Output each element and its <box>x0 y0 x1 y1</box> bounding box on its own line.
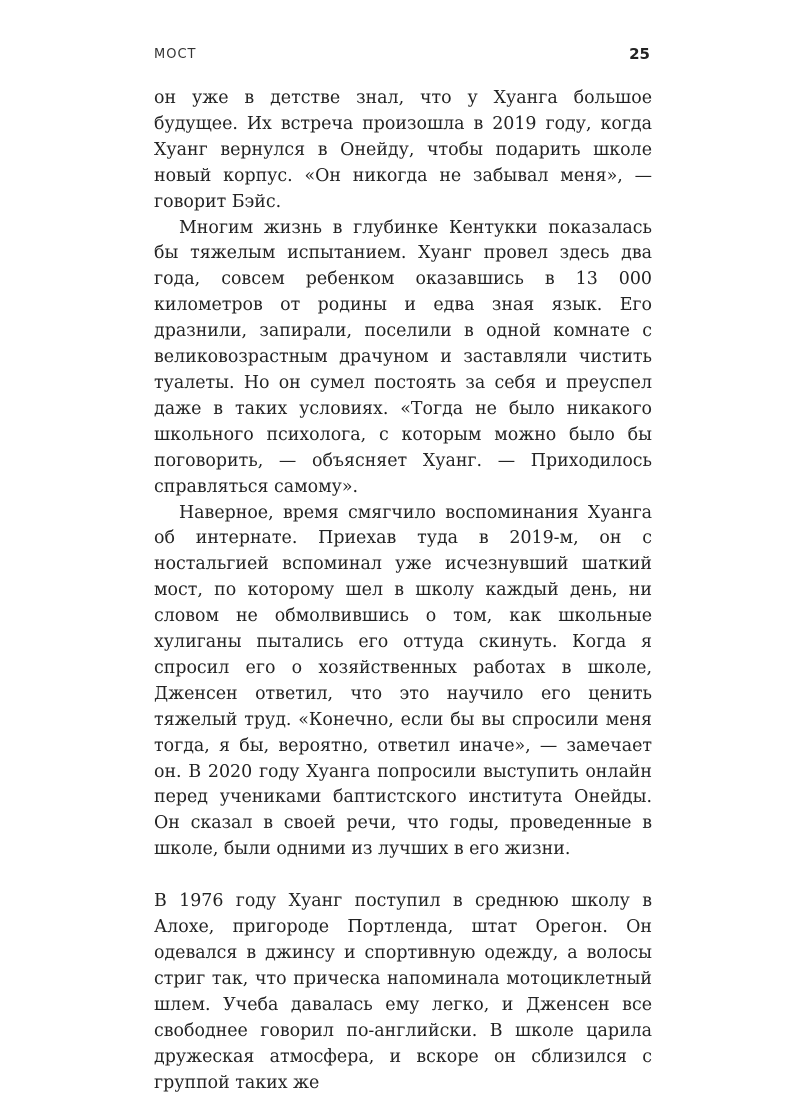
page-body <box>154 86 652 1096</box>
running-title: МОСТ <box>154 47 197 62</box>
paragraph: он уже в детстве знал, что у Хуанга большое будущее. Их встреча произошла в 2019 году, когда Хуанг вернулся в Онейду, чтобы подарить школе новый корпус. «Он никогда не забывал меня», — говорит Бэйс. <box>154 88 652 212</box>
paragraph: Многим жизнь в глубинке Кентукки показалась бы тяжелым испытанием. Хуанг провел здесь два года, совсем ребенком оказавшись в 13 000 километров от родины и едва зная язык. Его дразнили, запирали, поселили в одной комнате с великовозрастным драчуном и заставляли чистить туалеты. Но он сумел постоять за себя и преуспел даже в таких условиях. «Тогда не было никакого школьного психолога, с которым можно было бы поговорить, — объясняет Хуанг. — Приходилось справляться самому». <box>154 217 652 497</box>
page-number: 25 <box>629 45 650 63</box>
paragraph: Наверное, время смягчило воспоминания Хуанга об интернате. Приехав туда в 2019-м, он с ностальгией вспоминал уже исчезнувший шаткий мост, по которому шел в школу каждый день, ни словом не обмолвившись о том, как школьные хулиганы пытались его оттуда скинуть. Когда я спросил его о хозяйственных работах в школе, Дженсен ответил, что это научило его ценить тяжелый труд. «Конечно, если бы вы спросили меня тогда, я бы, вероятно, ответил иначе», — замечает он. В 2020 году Хуанга попросили выступить онлайн перед учениками баптистского института Онейды. Он сказал в своей речи, что годы, проведенные в школе, были одними из лучших в его жизни. <box>154 502 652 860</box>
paragraph: В 1976 году Хуанг поступил в среднюю школу в Алохе, пригороде Портленда, штат Орегон. Он одевался в джинсу и спортивную одежду, а волосы стриг так, что прическа напоминала мотоциклетный шлем. Учеба давалась ему легко, и Дженсен все свободнее говорил по-английски. В школе царила дружеская атмосфера, и вскоре он сблизился с группой таких же <box>154 891 652 1093</box>
